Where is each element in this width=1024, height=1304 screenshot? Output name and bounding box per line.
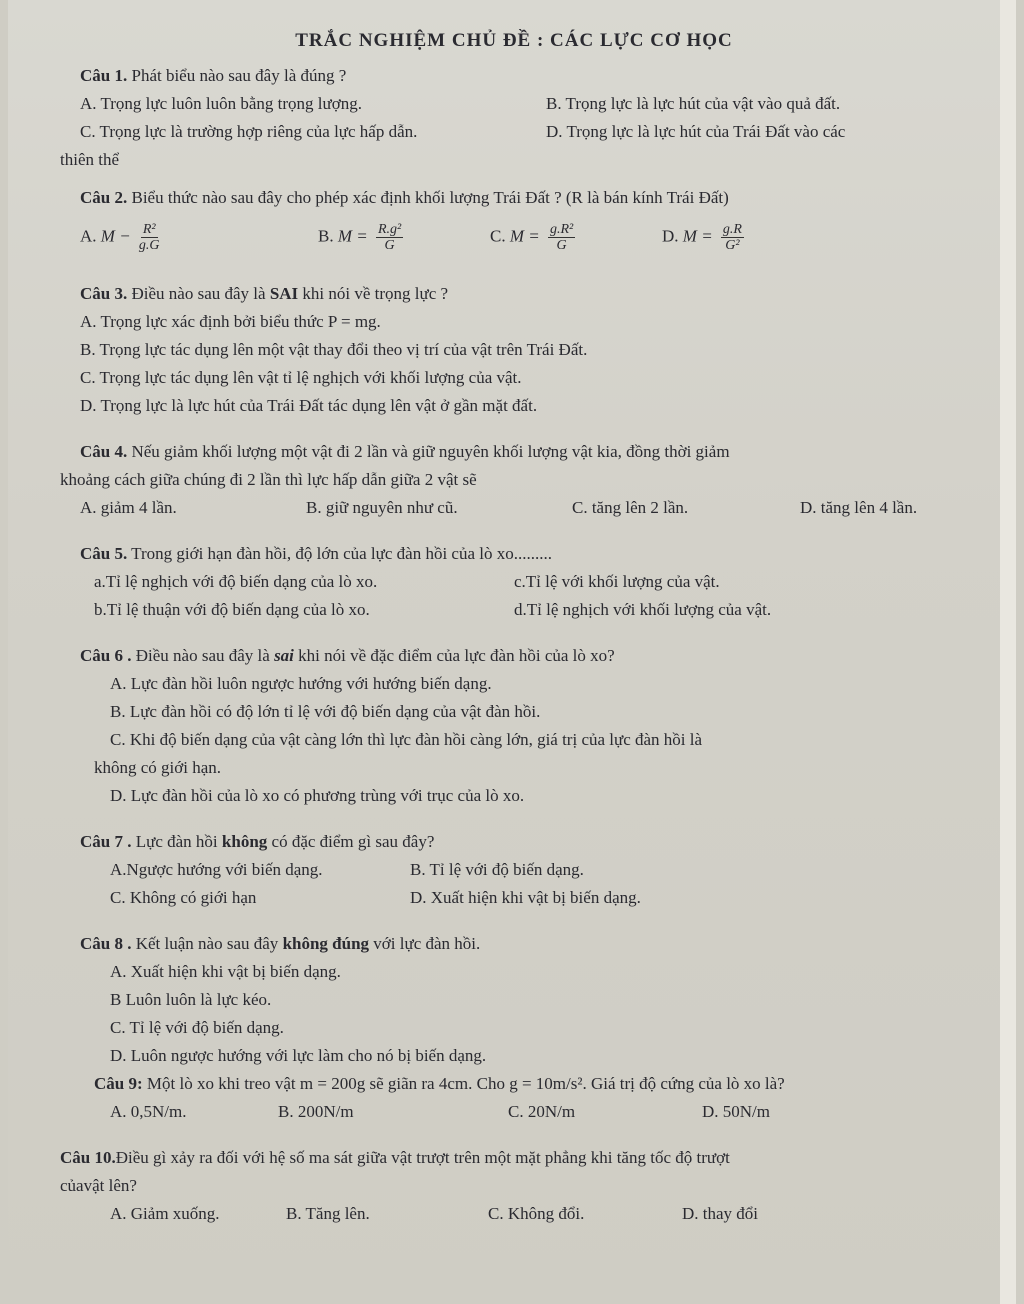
answer-d: d.Tỉ lệ nghịch với khối lượng của vật. — [514, 600, 772, 619]
answer-b: B. Lực đàn hồi có độ lớn tỉ lệ với độ biến dạng của vật đàn hồi. — [110, 702, 541, 721]
answer-a: A. M − $\frac{\text{R²}}{g.G}$ — [80, 221, 160, 253]
answer-b: b.Tỉ lệ thuận với độ biến dạng của lò xo. — [94, 600, 370, 619]
question-7: Câu 7 . Lực đàn hồi không có đặc điểm gì sau đây? A.Ngược hướng với biến dạng. B. Tỉ lệ với độ biến dạng. C. Không có giới hạn D. Xuất hiện khi vật bị biến dạng. — [60, 828, 968, 912]
answer-c-continued: không có giới hạn. — [94, 758, 222, 777]
question-6: Câu 6 . Điều nào sau đây là sai khi nói về đặc điểm của lực đàn hồi của lò xo? A. Lực đàn hồi luôn ngược hướng với hướng biến dạng. B. Lực đàn hồi có độ lớn tỉ lệ với độ biến dạng của vật đàn hồi. C. Khi độ biến dạng của vật càng lớn thì lực đàn hồi càng lớn, giá trị của lực đàn hồi là không có giới hạn. D. Lực đàn hồi của lò xo có phương trùng với trục của lò xo. — [60, 642, 968, 810]
question-label: Câu 10. — [60, 1148, 116, 1167]
answer-a: A. Trọng lực xác định bởi biểu thức P = mg. — [80, 312, 381, 331]
answer-a: A. Trọng lực luôn luôn bằng trọng lượng. — [80, 94, 362, 113]
answer-c: C. Tỉ lệ với độ biến dạng. — [110, 1018, 284, 1037]
answer-d: D. Xuất hiện khi vật bị biến dạng. — [410, 888, 641, 907]
exam-sheet — [8, 0, 1008, 1304]
answer-c: C. 20N/m — [508, 1102, 576, 1121]
question-text: Một lò xo khi treo vật m = 200g sẽ giãn ra 4cm. Cho g = 10m/s². Giá trị độ cứng của lò xo là? — [142, 1074, 785, 1093]
formula-b: $\frac{\text{R.g²}}{G}$ — [377, 221, 402, 253]
question-text: Điều gì xảy ra đối với hệ số ma sát giữa vật trượt trên một mặt phẳng khi tăng tốc độ trượt — [115, 1148, 730, 1167]
answer-b: B. giữ nguyên như cũ. — [306, 498, 458, 517]
question-label: Câu 6 . — [80, 646, 132, 665]
question-text: Biểu thức nào sau đây cho phép xác định khối lượng Trái Đất ? (R là bán kính Trái Đất) — [127, 188, 729, 207]
answer-c: C. Không đổi. — [488, 1204, 585, 1223]
answer-b: B. Tăng lên. — [286, 1204, 370, 1223]
answer-d: D. Trọng lực là lực hút của Trái Đất vào các — [546, 122, 846, 141]
question-text-continued: khoảng cách giữa chúng đi 2 lần thì lực hấp dẫn giữa 2 vật sẽ — [60, 470, 477, 489]
question-text: Phát biểu nào sau đây là đúng ? — [127, 66, 347, 85]
answer-a: A. giảm 4 lần. — [80, 498, 177, 517]
answer-b: B. 200N/m — [278, 1102, 354, 1121]
question-label: Câu 3. — [80, 284, 128, 303]
answer-c: C. Không có giới hạn — [110, 888, 257, 907]
answer-d: D. Lực đàn hồi của lò xo có phương trùng với trục của lò xo. — [110, 786, 525, 805]
answer-b: B. Trọng lực là lực hút của vật vào quả đất. — [546, 94, 841, 113]
question-2 — [60, 184, 968, 262]
question-label: Câu 9: — [94, 1074, 143, 1093]
answer-d: D. Trọng lực là lực hút của Trái Đất tác dụng lên vật ở gần mặt đất. — [80, 396, 538, 415]
answer-a: a.Tỉ lệ nghịch với độ biến dạng của lò xo. — [94, 572, 378, 591]
question-3: Câu 3. Điều nào sau đây là SAI khi nói về trọng lực ? A. Trọng lực xác định bởi biểu thức P = mg. B. Trọng lực tác dụng lên một vật thay đổi theo vị trí của vật trên Trái Đất. C. Trọng lực tác dụng lên vật tỉ lệ nghịch với khối lượng của vật. D. Trọng lực là lực hút của Trái Đất tác dụng lên vật ở gần mặt đất. — [60, 280, 968, 420]
answer-d-continued: thiên thể — [60, 150, 120, 169]
question-text-continued: củavật lên? — [60, 1176, 137, 1195]
answer-d: D. thay đổi — [682, 1204, 759, 1223]
question-label: Câu 1. — [80, 66, 128, 85]
answer-a: A.Ngược hướng với biến dạng. — [110, 860, 323, 879]
answer-a: A. Lực đàn hồi luôn ngược hướng với hướng biến dạng. — [110, 674, 492, 693]
question-text: Trong giới hạn đàn hồi, độ lớn của lực đàn hồi của lò xo......... — [127, 544, 552, 563]
question-9 — [60, 1070, 968, 1126]
answer-c: C. tăng lên 2 lần. — [572, 498, 689, 517]
answer-d: D. tăng lên 4 lần. — [800, 498, 918, 517]
formula-d: $\frac{g.R}{\text{G²}}$ — [722, 221, 742, 253]
question-label: Câu 5. — [80, 544, 128, 563]
question-label: Câu 7 . — [80, 832, 132, 851]
question-5 — [60, 540, 968, 624]
answer-a: A. Giảm xuống. — [110, 1204, 220, 1223]
answer-b: B Luôn luôn là lực kéo. — [110, 990, 272, 1009]
answer-a: A. Xuất hiện khi vật bị biến dạng. — [110, 962, 341, 981]
answer-d: D. Luôn ngược hướng với lực làm cho nó bị biến dạng. — [110, 1046, 487, 1065]
answer-a: A. 0,5N/m. — [110, 1102, 187, 1121]
answer-c: C. Trọng lực tác dụng lên vật tỉ lệ nghịch với khối lượng của vật. — [80, 368, 522, 387]
question-1 — [60, 62, 968, 174]
answer-b: B. Tỉ lệ với độ biến dạng. — [410, 860, 584, 879]
question-label: Câu 4. — [80, 442, 128, 461]
answer-c: C. Trọng lực là trường hợp riêng của lực hấp dẫn. — [80, 122, 418, 141]
answer-c: c.Tỉ lệ với khối lượng của vật. — [514, 572, 720, 591]
paper-edge — [1000, 0, 1016, 1304]
answer-b: B. Trọng lực tác dụng lên một vật thay đổi theo vị trí của vật trên Trái Đất. — [80, 340, 588, 359]
question-10 — [60, 1144, 968, 1228]
page-title: TRẮC NGHIỆM CHỦ ĐỀ : CÁC LỰC CƠ HỌC — [295, 30, 733, 51]
answer-c: C. M = $\frac{\text{g.R²}}{G}$ — [490, 221, 574, 253]
question-label: Câu 2. — [80, 188, 128, 207]
question-text: Nếu giảm khối lượng một vật đi 2 lần và giữ nguyên khối lượng vật kia, đồng thời giảm — [127, 442, 730, 461]
answer-c: C. Khi độ biến dạng của vật càng lớn thì lực đàn hồi càng lớn, giá trị của lực đàn hồi là — [110, 730, 703, 749]
answer-d: D. 50N/m — [702, 1102, 770, 1121]
answer-b: B. M = $\frac{\text{R.g²}}{G}$ — [318, 221, 402, 253]
answer-d: D. M = $\frac{g.R}{\text{G²}}$ — [662, 221, 742, 253]
question-label: Câu 8 . — [80, 934, 132, 953]
formula-a: $\frac{\text{R²}}{g.G}$ — [138, 221, 160, 253]
question-4 — [60, 438, 968, 522]
formula-c: $\frac{\text{g.R²}}{G}$ — [549, 221, 574, 253]
question-8: Câu 8 . Kết luận nào sau đây không đúng với lực đàn hồi. A. Xuất hiện khi vật bị biến dạng. B Luôn luôn là lực kéo. C. Tỉ lệ với độ biến dạng. D. Luôn ngược hướng với lực làm cho nó bị biến dạng. — [60, 930, 968, 1070]
